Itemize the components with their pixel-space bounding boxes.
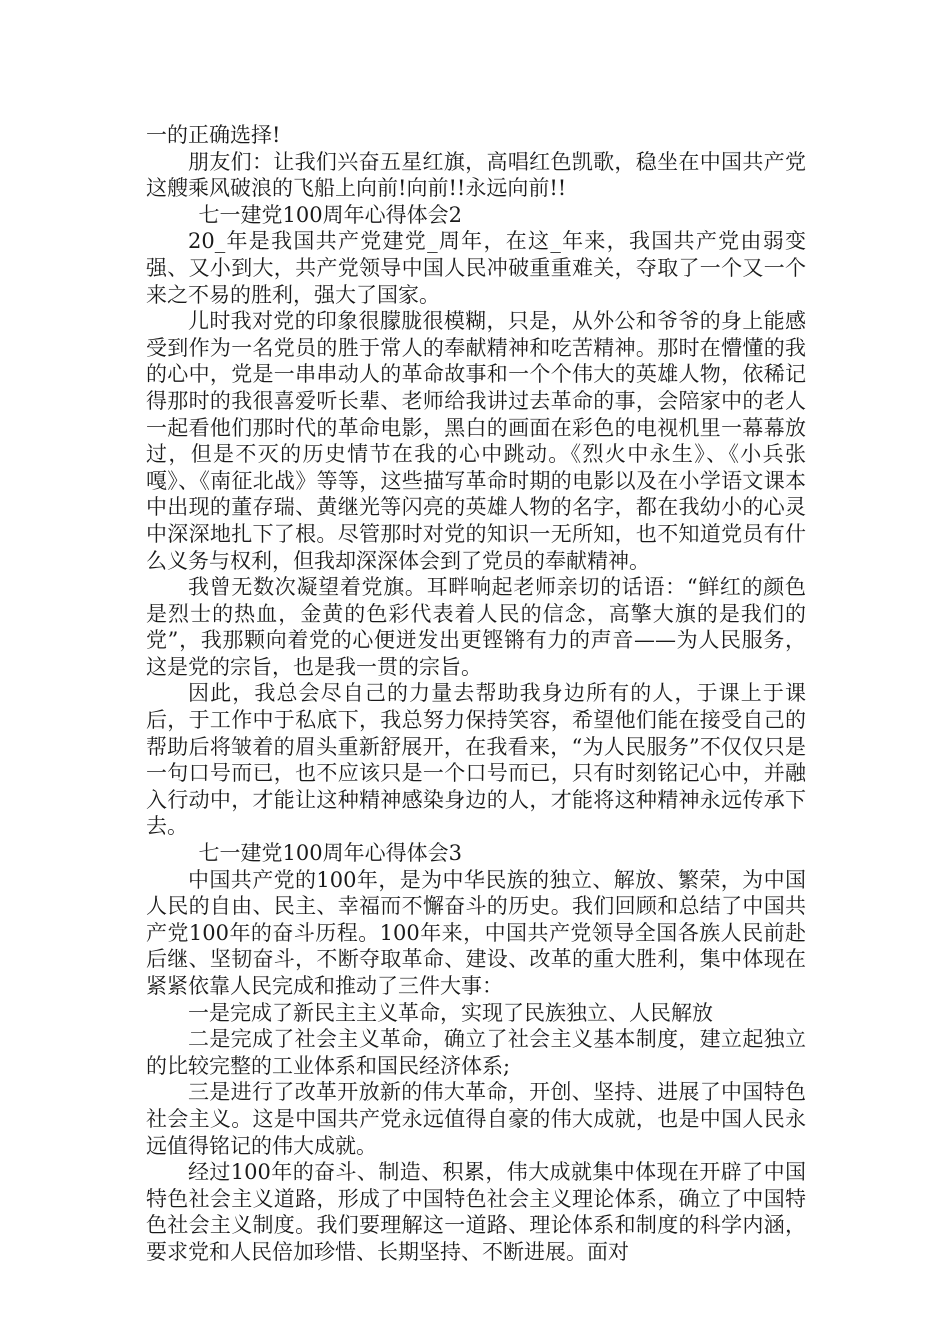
paragraph-2: 朋友们：让我们兴奋五星红旗，高唱红色凯歌，稳坐在中国共产党这艘乘风破浪的飞船上向前!向前!!永远向前!! bbox=[146, 149, 806, 201]
document-page bbox=[146, 122, 806, 1266]
paragraph-8: 一是完成了新民主主义革命，实现了民族独立、人民解放 bbox=[188, 1000, 713, 1025]
paragraph-11: 经过100年的奋斗、制造、积累，伟大成就集中体现在开辟了中国特色社会主义道路，形成了中国特色社会主义理论体系，确立了中国特色社会主义制度。我们要理解这一道路、理论体系和制度的科学内涵，要求党和人民倍加珍惜、长期坚持、不断进展。面对 bbox=[146, 1160, 806, 1264]
paragraph-7: 中国共产党的100年，是为中华民族的独立、解放、繁荣，为中国人民的自由、民主、幸福而不懈奋斗的历史。我们回顾和总结了中国共产党100年的奋斗历程。100年来，中国共产党领导全国各族人民前赴后继、坚韧奋斗，不断夺取革命、建设、改革的重大胜利，集中体现在紧紧依靠人民完成和推动了三件大事： bbox=[146, 867, 806, 998]
paragraph-6: 因此，我总会尽自己的力量去帮助我身边所有的人，于课上于课后，于工作中于私底下，我总努力保持笑容，希望他们能在接受自己的帮助后将皱着的眉头重新舒展开，在我看来，“为人民服务”不仅仅只是一句口号而已，也不应该只是一个口号而已，只有时刻铭记心中，并融入行动中，才能让这种精神感染身边的人，才能将这种精神永远传承下去。 bbox=[146, 681, 806, 839]
paragraph-1: 一的正确选择! bbox=[146, 123, 281, 147]
paragraph-4: 儿时我对党的印象很朦胧很模糊，只是，从外公和爷爷的身上能感受到作为一名党员的胜于常人的奉献精神和吃苦精神。那时在懵懂的我的心中，党是一串串动人的革命故事和一个个伟大的英雄人物，依稀记得那时的我很喜爱听长辈、老师给我讲过去革命的事，会陪家中的老人一起看他们那时代的革命电影，黑白的画面在彩色的电视机里一幕幕放过，但是不灭的历史情节在我的心中跳动。《烈火中永生》、《小兵张嘎》、《南征北战》等等，这些描写革命时期的电影以及在小学语文课本中出现的董存瑞、黄继光等闪亮的英雄人物的名字，都在我幼小的心灵中深深地扎下了根。尽管那时对党的知识一无所知，也不知道党员有什么义务与权利，但我却深深体会到了党员的奉献精神。 bbox=[146, 309, 806, 573]
section-heading-3: 七一建党100周年心得体会3 bbox=[198, 841, 462, 866]
paragraph-9: 二是完成了社会主义革命，确立了社会主义基本制度，建立起独立的比较完整的工业体系和国民经济体系; bbox=[146, 1027, 806, 1078]
paragraph-3: 20_年是我国共产党建党_周年，在这_年来，我国共产党由弱变强、又小到大，共产党领导中国人民冲破重重难关，夺取了一个又一个来之不易的胜利，强大了国家。 bbox=[146, 229, 806, 307]
paragraph-5: 我曾无数次凝望着党旗。耳畔响起老师亲切的话语：“鲜红的颜色是烈士的热血，金黄的色彩代表着人民的信念，高擎大旗的是我们的党”，我那颗向着党的心便迸发出更铿锵有力的声音——为人民服务，这是党的宗旨，也是我一贯的宗旨。 bbox=[146, 575, 806, 679]
section-heading-2: 七一建党100周年心得体会2 bbox=[198, 202, 462, 227]
paragraph-10: 三是进行了改革开放新的伟大革命，开创、坚持、进展了中国特色社会主义。这是中国共产党永远值得自豪的伟大成就，也是中国人民永远值得铭记的伟大成就。 bbox=[146, 1080, 806, 1158]
